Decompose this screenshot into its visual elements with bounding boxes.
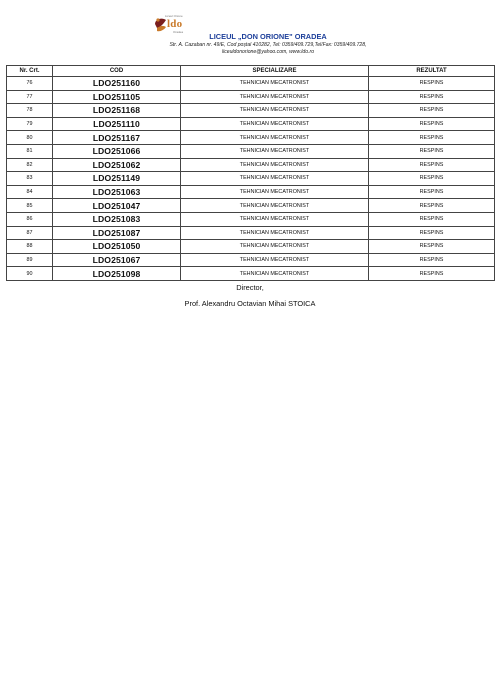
cell-specializare: TEHNICIAN MECATRONIST xyxy=(181,131,369,145)
cell-cod: LDO251066 xyxy=(53,144,181,158)
school-name: LICEUL „DON ORIONE" ORADEA xyxy=(209,32,327,41)
cell-nr: 76 xyxy=(7,77,53,91)
table-row xyxy=(7,117,495,131)
cell-rezultat: RESPINS xyxy=(369,226,495,240)
cell-rezultat: RESPINS xyxy=(369,117,495,131)
results-table xyxy=(6,65,495,281)
cell-cod: LDO251098 xyxy=(53,267,181,281)
cell-nr: 78 xyxy=(7,104,53,118)
cell-cod: LDO251110 xyxy=(53,117,181,131)
logo-top-text: Liceul Orione xyxy=(165,14,183,18)
cell-cod: LDO251047 xyxy=(53,199,181,213)
cell-rezultat: RESPINS xyxy=(369,253,495,267)
table-row xyxy=(7,144,495,158)
cell-specializare: TEHNICIAN MECATRONIST xyxy=(181,77,369,91)
cell-rezultat: RESPINS xyxy=(369,131,495,145)
cell-rezultat: RESPINS xyxy=(369,158,495,172)
cell-rezultat: RESPINS xyxy=(369,144,495,158)
cell-nr: 87 xyxy=(7,226,53,240)
cell-nr: 81 xyxy=(7,144,53,158)
cell-specializare: TEHNICIAN MECATRONIST xyxy=(181,117,369,131)
table-row xyxy=(7,226,495,240)
cell-rezultat: RESPINS xyxy=(369,199,495,213)
column-header-nr: Nr. Crt. xyxy=(7,66,53,77)
cell-nr: 88 xyxy=(7,240,53,254)
document-header xyxy=(0,10,500,66)
table-header-row xyxy=(7,66,495,77)
cell-cod: LDO251167 xyxy=(53,131,181,145)
logo-bottom-text: Oradea xyxy=(173,30,184,34)
cell-specializare: TEHNICIAN MECATRONIST xyxy=(181,240,369,254)
cell-nr: 85 xyxy=(7,199,53,213)
cell-nr: 79 xyxy=(7,117,53,131)
table-row xyxy=(7,104,495,118)
cell-cod: LDO251063 xyxy=(53,185,181,199)
cell-specializare: TEHNICIAN MECATRONIST xyxy=(181,226,369,240)
cell-rezultat: RESPINS xyxy=(369,267,495,281)
cell-specializare: TEHNICIAN MECATRONIST xyxy=(181,267,369,281)
school-address: Str. A. Cazaban nr. 49/E, Cod poștal 410282, Tel: 0359/409.729,Tel/Fax: 0359/409.728, xyxy=(169,42,367,48)
logo-brand-text: ldo xyxy=(167,18,183,30)
table-row xyxy=(7,267,495,281)
cell-rezultat: RESPINS xyxy=(369,240,495,254)
cell-nr: 83 xyxy=(7,172,53,186)
cell-cod: LDO251067 xyxy=(53,253,181,267)
cell-specializare: TEHNICIAN MECATRONIST xyxy=(181,185,369,199)
cell-specializare: TEHNICIAN MECATRONIST xyxy=(181,158,369,172)
column-header-cod: COD xyxy=(53,66,181,77)
cell-specializare: TEHNICIAN MECATRONIST xyxy=(181,199,369,213)
school-contact: liceuldonorione@yahoo.com, www.ldo.ro xyxy=(221,49,315,55)
table-row xyxy=(7,212,495,226)
table-row xyxy=(7,199,495,213)
cell-specializare: TEHNICIAN MECATRONIST xyxy=(181,172,369,186)
cell-nr: 82 xyxy=(7,158,53,172)
cell-cod: LDO251168 xyxy=(53,104,181,118)
cell-cod: LDO251105 xyxy=(53,90,181,104)
cell-cod: LDO251050 xyxy=(53,240,181,254)
table-row xyxy=(7,172,495,186)
table-row xyxy=(7,185,495,199)
cell-cod: LDO251083 xyxy=(53,212,181,226)
cell-specializare: TEHNICIAN MECATRONIST xyxy=(181,90,369,104)
cell-nr: 90 xyxy=(7,267,53,281)
cell-cod: LDO251160 xyxy=(53,77,181,91)
table-row xyxy=(7,240,495,254)
cell-rezultat: RESPINS xyxy=(369,104,495,118)
table-row xyxy=(7,158,495,172)
cell-cod: LDO251087 xyxy=(53,226,181,240)
director-name: Prof. Alexandru Octavian Mihai STOICA xyxy=(184,299,316,308)
cell-cod: LDO251149 xyxy=(53,172,181,186)
cell-specializare: TEHNICIAN MECATRONIST xyxy=(181,104,369,118)
cell-nr: 77 xyxy=(7,90,53,104)
table-row xyxy=(7,131,495,145)
cell-cod: LDO251062 xyxy=(53,158,181,172)
cell-nr: 89 xyxy=(7,253,53,267)
cell-specializare: TEHNICIAN MECATRONIST xyxy=(181,144,369,158)
table-row xyxy=(7,253,495,267)
cell-nr: 84 xyxy=(7,185,53,199)
column-header-specializare: SPECIALIZARE xyxy=(181,66,369,77)
cell-rezultat: RESPINS xyxy=(369,212,495,226)
cell-rezultat: RESPINS xyxy=(369,77,495,91)
director-title: Director, xyxy=(236,283,264,292)
cell-rezultat: RESPINS xyxy=(369,172,495,186)
cell-rezultat: RESPINS xyxy=(369,185,495,199)
cell-nr: 86 xyxy=(7,212,53,226)
table-row xyxy=(7,90,495,104)
table-row xyxy=(7,77,495,91)
column-header-rezultat: REZULTAT xyxy=(369,66,495,77)
cell-specializare: TEHNICIAN MECATRONIST xyxy=(181,212,369,226)
cell-rezultat: RESPINS xyxy=(369,90,495,104)
cell-nr: 80 xyxy=(7,131,53,145)
cell-specializare: TEHNICIAN MECATRONIST xyxy=(181,253,369,267)
